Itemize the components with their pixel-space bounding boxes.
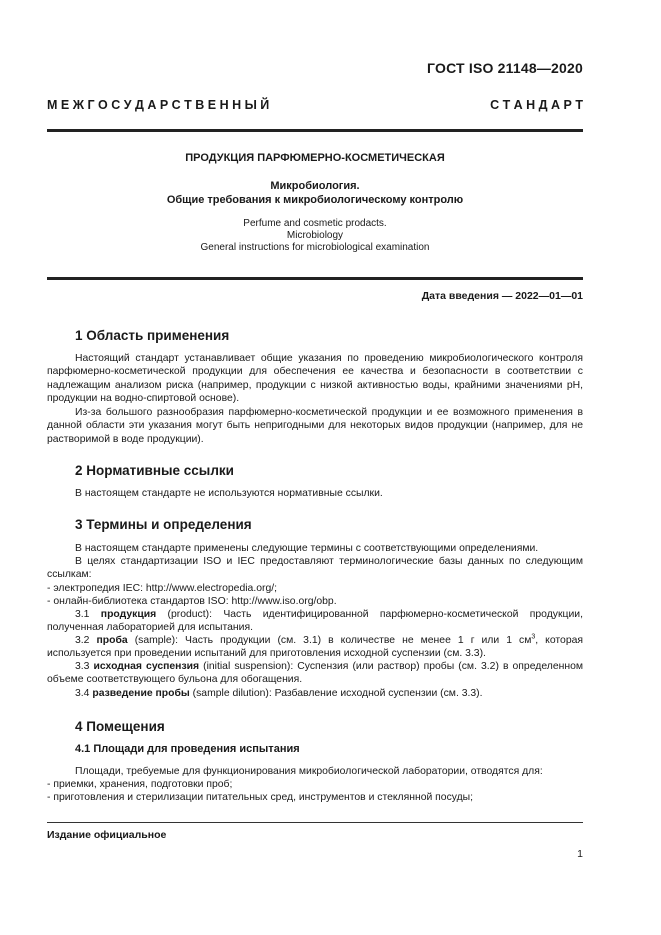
section-1-paragraph-2 <box>47 406 583 446</box>
paragraph-text: Настоящий стандарт устанавливает общие указания по проведению микробиологического контроля парфюмерно-косметической продукции для обеспечения ее качества и безопасности в соответствии с надлежащим анализом риска (например, продукции с низкой активностью воды, крайними значениями pH, продукции на водно-спиртовой основе). <box>47 353 583 404</box>
list-item-text: - онлайн-библиотека стандартов ISO: http://www.iso.org/obp. <box>47 596 337 607</box>
document-title: ПРОДУКЦИЯ ПАРФЮМЕРНО-КОСМЕТИЧЕСКАЯ <box>185 152 445 164</box>
banner-standard: С Т А Н Д А Р Т <box>490 98 583 112</box>
section-3-paragraph-1 <box>47 542 583 555</box>
english-title-2: Microbiology <box>286 230 344 241</box>
page-number: 1 <box>577 848 583 860</box>
english-title-1: Perfume and cosmetic prodacts. <box>243 218 387 229</box>
section-2-paragraph-1 <box>47 487 583 500</box>
term-3-3 <box>47 660 583 687</box>
paragraph-text: В настоящем стандарте применены следующие термины с соответствующими определениями. <box>75 543 539 554</box>
standard-type-banner <box>47 98 583 112</box>
term-3-2 <box>47 634 583 661</box>
section-4-heading: 4 Помещения <box>75 719 165 734</box>
term-number: 3.4 <box>75 688 90 699</box>
paragraph-text: В целях стандартизации ISO и IEC предоставляют терминологические базы данных по следующим ссылкам: <box>47 556 583 581</box>
paragraph-text: Площади, требуемые для функционирования микробиологической лаборатории, отводятся для: <box>75 766 543 777</box>
section-2-heading: 2 Нормативные ссылки <box>75 463 234 478</box>
subsection-4-1-heading: 4.1 Площади для проведения испытания <box>75 743 300 755</box>
term-3-4 <box>47 687 583 700</box>
section-3-heading: 3 Термины и определения <box>75 517 252 532</box>
paragraph-text: Из-за большого разнообразия парфюмерно-косметической продукции и ее возможного применения в данной области эти указания могут быть непригодными для некоторых видов продукции (например, для не растворимой в воде продукции). <box>47 407 583 445</box>
term-number: 3.3 <box>75 661 90 672</box>
superscript: 3 <box>531 633 536 641</box>
document-subtitle-2: Общие требования к микробиологическому контролю <box>166 194 464 206</box>
term-3-1 <box>47 608 583 635</box>
term-definition: (sample): Часть продукции (см. 3.1) в количестве не менее 1 г или 1 см <box>134 635 532 646</box>
paragraph-text: В настоящем стандарте не используются нормативные ссылки. <box>75 488 383 499</box>
banner-interstate: М Е Ж Г О С У Д А Р С Т В Е Н Н Ы Й <box>47 98 270 112</box>
term-name: проба <box>96 635 128 646</box>
subsection-4-1-list-item-2 <box>47 791 583 804</box>
list-item-text: - приемки, хранения, подготовки проб; <box>47 779 233 790</box>
list-item-text: - приготовления и стерилизации питательных сред, инструментов и стеклянной посуды; <box>47 792 474 803</box>
term-definition: (sample dilution): Разбавление исходной суспензии (см. 3.3). <box>192 688 483 699</box>
section-3-list-item-1 <box>47 582 583 595</box>
section-3-list-item-2 <box>47 595 583 608</box>
term-name: продукция <box>100 609 157 620</box>
term-definition: (initial suspension): Суспензия (или раствор) пробы (см. 3.2) в определенном объеме соответствующего бульона для обогащения. <box>47 661 584 686</box>
section-1-heading: 1 Область применения <box>75 328 230 343</box>
title-divider <box>47 277 583 280</box>
section-3-paragraph-2 <box>47 555 583 582</box>
introduction-date: Дата введения — 2022—01—01 <box>421 290 583 302</box>
english-title-3: General instructions for microbiological examination <box>200 242 430 253</box>
document-subtitle-1: Микробиология. <box>270 180 360 192</box>
term-name: исходная суспензия <box>93 661 200 672</box>
footer-divider <box>47 822 583 823</box>
subsection-4-1-list-item-1 <box>47 778 583 791</box>
term-number: 3.2 <box>75 635 90 646</box>
edition-label: Издание официальное <box>47 829 167 841</box>
top-divider <box>47 129 583 132</box>
term-definition: (product): Часть идентифицированной парфюмерно-косметической продукции, полученная лабораторией для испытания. <box>47 609 583 634</box>
term-name: разведение пробы <box>92 688 190 699</box>
subsection-4-1-paragraph <box>47 765 583 778</box>
section-1-paragraph-1 <box>47 352 583 405</box>
term-number: 3.1 <box>75 609 90 620</box>
list-item-text: - электропедия IEC: http://www.electropedia.org/; <box>47 583 277 594</box>
term-definition-cont: , которая используется при проведении испытаний для приготовления исходной суспензии (см. 3.3). <box>47 635 583 660</box>
standard-code: ГОСТ ISO 21148—2020 <box>427 60 583 76</box>
